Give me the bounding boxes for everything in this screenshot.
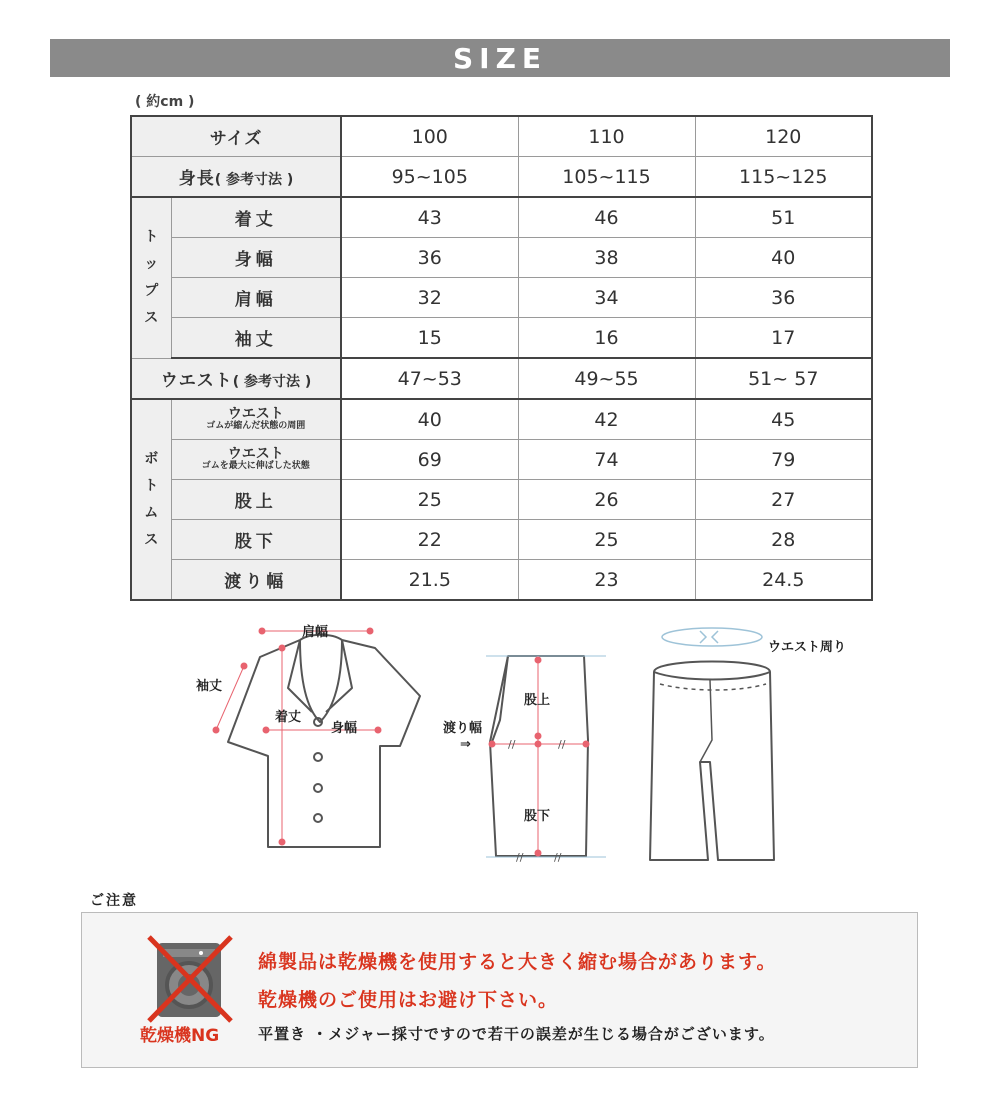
notice-title: ご注意 — [90, 893, 138, 909]
shirt-guides — [213, 628, 382, 846]
row-label: 着丈 — [171, 197, 341, 238]
table-cell: 69 — [341, 440, 518, 480]
table-cell: 51~ 57 — [695, 358, 872, 399]
table-cell: 21.5 — [341, 560, 518, 601]
table-cell: 47~53 — [341, 358, 518, 399]
unit-note: ( 約cm ) — [135, 94, 195, 110]
pants-side-illustration — [490, 656, 588, 856]
table-cell: 32 — [341, 278, 518, 318]
table-row — [131, 197, 872, 238]
table-cell: 95~105 — [341, 157, 518, 198]
table-row — [131, 278, 872, 318]
notice-line-3: 平置き ・メジャー採寸ですので若干の誤差が生じる場合がございます。 — [258, 1025, 775, 1043]
table-cell: 79 — [695, 440, 872, 480]
table-row — [131, 399, 872, 440]
row-label: 渡り幅 — [171, 560, 341, 601]
table-cell: 23 — [518, 560, 695, 601]
notice-box — [81, 912, 918, 1068]
row-label: 肩幅 — [171, 278, 341, 318]
table-header-row — [131, 116, 872, 157]
table-cell: 45 — [695, 399, 872, 440]
svg-text://: // — [558, 738, 566, 751]
svg-text://: // — [554, 851, 562, 864]
table-cell: 51 — [695, 197, 872, 238]
dryer-ng-label: 乾燥機NG — [140, 1026, 220, 1046]
table-cell: 15 — [341, 318, 518, 359]
size-header-label: サイズ — [131, 116, 341, 157]
row-label: ウエスト ゴムが縮んだ状態の周囲 — [171, 399, 341, 440]
row-label: 股上 — [171, 480, 341, 520]
thigh-label: 渡り幅 — [443, 721, 483, 736]
table-cell: 40 — [695, 238, 872, 278]
waist-row — [131, 358, 872, 399]
table-cell: 28 — [695, 520, 872, 560]
body-width-label: 身幅 — [331, 721, 358, 736]
table-cell: 22 — [341, 520, 518, 560]
tops-group-label: ト ッ プ ス — [131, 197, 171, 358]
table-cell: 46 — [518, 197, 695, 238]
table-row — [131, 520, 872, 560]
table-cell: 36 — [341, 238, 518, 278]
table-cell: 36 — [695, 278, 872, 318]
table-cell: 24.5 — [695, 560, 872, 601]
table-cell: 17 — [695, 318, 872, 359]
waist-around-label: ウエスト周り — [768, 640, 847, 655]
table-row — [131, 318, 872, 359]
notice-line-2: 乾燥機のご使用はお避け下さい。 — [258, 989, 559, 1011]
height-row — [131, 157, 872, 198]
row-label: ウエスト ゴムを最大に伸ばした状態 — [171, 440, 341, 480]
waist-label: ウエスト( 参考寸法 ) — [131, 358, 341, 399]
size-header-100: 100 — [341, 116, 518, 157]
svg-text://: // — [516, 851, 524, 864]
length-label: 着丈 — [275, 710, 302, 725]
table-cell: 42 — [518, 399, 695, 440]
height-label: 身長( 参考寸法 ) — [131, 157, 341, 198]
table-row — [131, 480, 872, 520]
size-header-110: 110 — [518, 116, 695, 157]
thigh-arrow-icon: ⇒ — [460, 737, 471, 752]
table-cell: 34 — [518, 278, 695, 318]
size-header-120: 120 — [695, 116, 872, 157]
inseam-label: 股下 — [524, 809, 551, 824]
waist-guide-ellipse — [662, 628, 762, 646]
size-banner: SIZE — [50, 39, 950, 77]
notice-line-1: 綿製品は乾燥機を使用すると大きく縮む場合があります。 — [258, 951, 777, 973]
size-table — [130, 115, 873, 601]
table-cell: 27 — [695, 480, 872, 520]
table-cell: 40 — [341, 399, 518, 440]
rise-label: 股上 — [524, 693, 551, 708]
shoulder-label: 肩幅 — [302, 625, 329, 640]
row-label: 袖丈 — [171, 318, 341, 359]
table-row — [131, 440, 872, 480]
dryer-ng-icon — [147, 935, 237, 1023]
bottoms-group-label: ボ ト ム ス — [131, 399, 171, 600]
table-row — [131, 238, 872, 278]
table-cell: 25 — [341, 480, 518, 520]
sleeve-label: 袖丈 — [196, 679, 223, 694]
table-cell: 43 — [341, 197, 518, 238]
table-cell: 16 — [518, 318, 695, 359]
row-label: 股下 — [171, 520, 341, 560]
row-label: 身幅 — [171, 238, 341, 278]
table-cell: 115~125 — [695, 157, 872, 198]
shirt-illustration — [228, 635, 420, 847]
svg-text://: // — [508, 738, 516, 751]
table-cell: 25 — [518, 520, 695, 560]
measurement-diagram — [0, 610, 1000, 880]
table-row — [131, 560, 872, 601]
pants-front-illustration — [650, 662, 774, 861]
table-cell: 26 — [518, 480, 695, 520]
table-cell: 74 — [518, 440, 695, 480]
table-cell: 105~115 — [518, 157, 695, 198]
table-cell: 38 — [518, 238, 695, 278]
table-cell: 49~55 — [518, 358, 695, 399]
